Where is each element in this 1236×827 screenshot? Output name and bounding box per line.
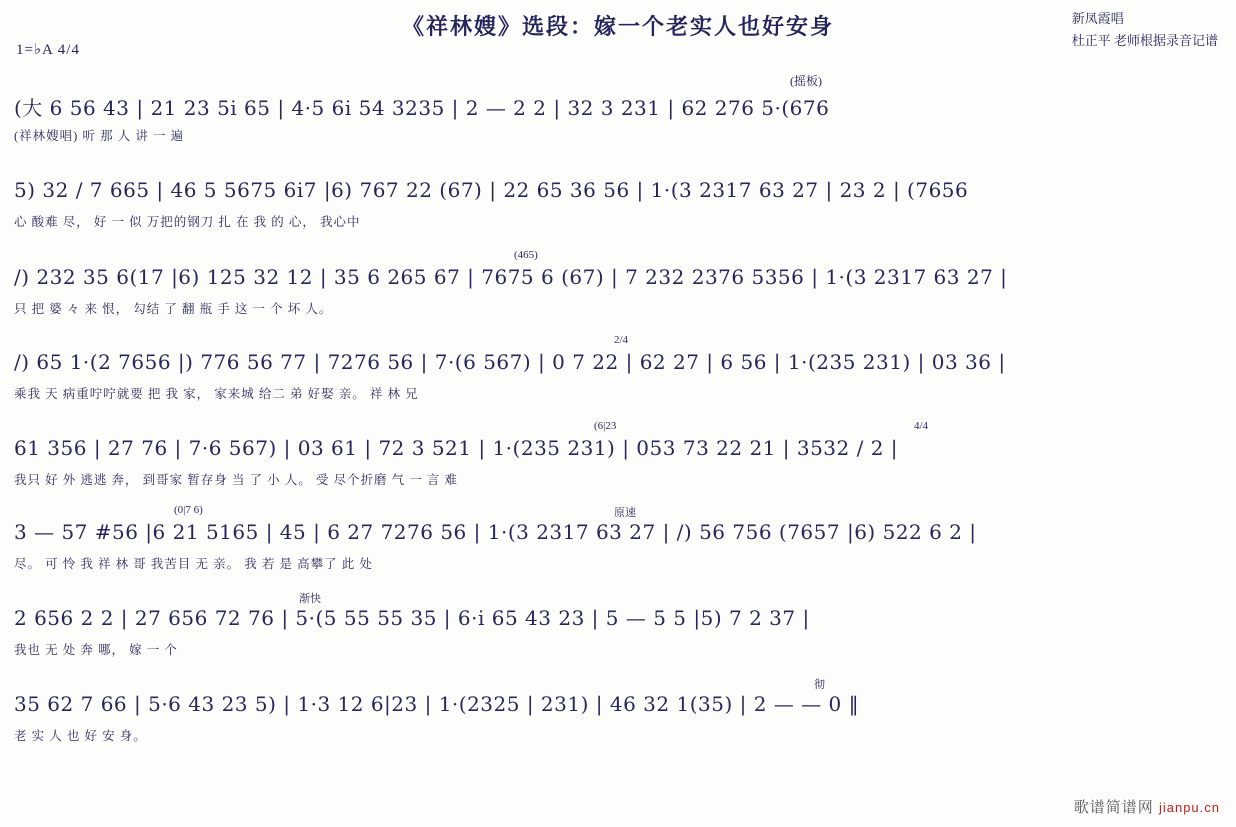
- music-system-1: [14, 92, 1222, 172]
- page-title: 《祥林嫂》选段：嫁一个老实人也好安身: [401, 14, 834, 40]
- tempo-banner: (摇板): [790, 74, 822, 88]
- lyrics-line: 心 酸难 尽， 好 一 似 万把的钢刀 扎 在 我 的 心， 我心中: [14, 215, 361, 229]
- annotation-076: (0|7 6): [174, 504, 203, 516]
- annotation-465: (465): [514, 249, 538, 261]
- notation-line: 5) 32 / 7 665 | 46 5 5675 6i7 |6) 767 22 (67) | 22 65 36 56 | 1·(3 2317 63 27 | 23 2 | (7656: [14, 178, 969, 202]
- credits-block: [1072, 8, 1218, 52]
- tempo-marking: 1=♭A 4/4: [16, 42, 80, 58]
- music-system-8: [14, 679, 1222, 772]
- watermark-site: 歌谱简谱网: [1073, 799, 1154, 816]
- music-system-4: [14, 334, 1222, 430]
- lyrics-line: 尽。 可 怜 我 祥 林 哥 我苦目 无 亲。 我 若 是 高攀了 此 处: [14, 557, 373, 571]
- watermark: [1074, 796, 1220, 817]
- notation-line: /) 232 35 6(17 |6) 125 32 12 | 35 6 265 67 | 7675 6 (67) | 7 232 2376 5356 | 1·(3 2317 63 27 |: [14, 265, 1008, 289]
- credit-line-0: 新凤霞唱: [1071, 11, 1124, 26]
- lyrics-line: 我也 无 处 奔 哪， 嫁 一 个: [14, 643, 178, 657]
- notation-line: 35 62 7 66 | 5·6 43 23 5) | 1·3 12 6|23 | 1·(2325 | 231) | 46 32 1(35) | 2 — — 0 ‖: [14, 692, 860, 716]
- lyrics-line: 我只 好 外 逃逃 奔， 到哥家 暂存身 当 了 小 人。 受 尽个折磨 气 一 言 难: [14, 473, 459, 487]
- watermark-url: jianpu.cn: [1158, 800, 1220, 815]
- music-system-6: [14, 504, 1222, 600]
- notation-line: 2 656 2 2 | 27 656 72 76 | 5·(5 55 55 35 | 6·i 65 43 23 | 5 — 5 5 |5) 7 2 37 |: [14, 606, 810, 630]
- annotation-che: 彻: [814, 679, 825, 691]
- annotation-accelerando: 渐快: [299, 593, 321, 605]
- annotation-meter-2-4: 2/4: [614, 334, 629, 346]
- credit-line-1: 杜正平 老师根据录音记谱: [1071, 33, 1218, 49]
- notation-line: 3 — 57 #56 |6 21 5165 | 45 | 6 27 7276 56 | 1·(3 2317 63 27 | /) 56 756 (7657 |6) 522 6 2 |: [14, 520, 977, 544]
- annotation-meter-4-4: 4/4: [914, 420, 929, 432]
- annotation-6123: (6|23: [594, 420, 617, 432]
- notation-line: 61 356 | 27 76 | 7·6 567) | 03 61 | 72 3 521 | 1·(235 231) | 053 73 22 21 | 3532 / 2 |: [14, 436, 899, 460]
- notation-line: (大 6 56 43 | 21 23 5i 65 | 4·5 6i 54 3235 | 2 — 2 2 | 32 3 231 | 62 276 5·(676: [14, 96, 830, 120]
- lyrics-line: (祥林嫂唱) 听 那 人 讲 一 遍: [14, 129, 185, 143]
- notation-line: /) 65 1·(2 7656 |) 776 56 77 | 7276 56 | 7·(6 567) | 0 7 22 | 62 27 | 6 56 | 1·(235 231) | 03 36 |: [14, 350, 1006, 374]
- lyrics-line: 只 把 婆 々 来 恨， 勾结 了 翻 瓶 手 这 一 个 坏 人。: [14, 302, 333, 316]
- music-system-3: [14, 249, 1222, 345]
- music-system-2: [14, 178, 1222, 258]
- lyrics-line: 老 实 人 也 好 安 身。: [14, 729, 147, 743]
- lyrics-line: 乘我 天 病重咛咛就要 把 我 家， 家来城 给二 弟 好娶 亲。 祥 林 兄: [14, 387, 419, 401]
- annotation-original-tempo: 原速: [614, 507, 636, 519]
- music-system-7: [14, 593, 1222, 686]
